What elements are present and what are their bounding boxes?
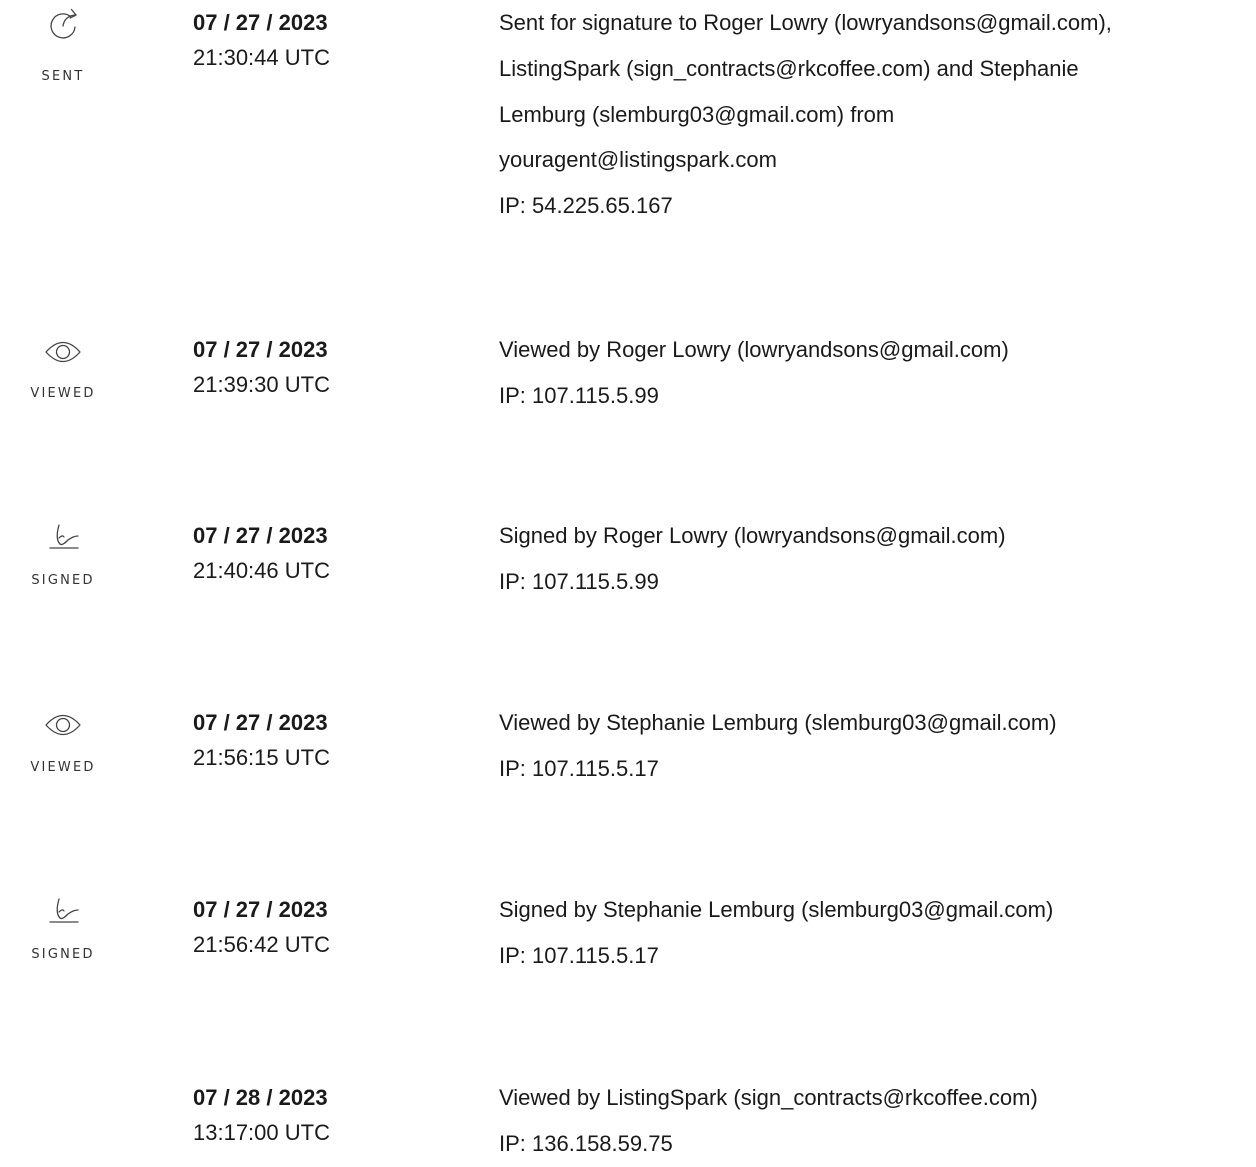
event-type-label: SIGNED <box>31 947 95 962</box>
event-details <box>499 1075 1251 1167</box>
event-icon-column <box>0 709 126 799</box>
details-line: youragent@listingspark.com <box>499 147 777 173</box>
event-type-label: SENT <box>41 69 85 84</box>
event-icon-column <box>0 336 126 426</box>
eye-icon <box>38 705 88 745</box>
event-date: 07 / 27 / 2023 <box>193 337 328 362</box>
event-details <box>499 327 1251 419</box>
event-time: 21:30:44 UTC <box>193 45 330 70</box>
event-type-label: VIEWED <box>30 760 96 775</box>
details-line: Lemburg (slemburg03@gmail.com) from <box>499 101 895 127</box>
details-line: ListingSpark (sign_contracts@rkcoffee.com) and Stephanie <box>499 55 1079 81</box>
event-time: 21:40:46 UTC <box>193 558 330 583</box>
event-date: 07 / 28 / 2023 <box>193 1085 328 1110</box>
details-line: Viewed by ListingSpark (sign_contracts@rkcoffee.com) <box>499 1085 1038 1110</box>
event-icon-column <box>0 9 126 99</box>
signature-icon <box>38 888 88 928</box>
event-date: 07 / 27 / 2023 <box>193 10 328 35</box>
details-line: Signed by Roger Lowry (lowryandsons@gmail.com) <box>499 523 1006 548</box>
event-date: 07 / 27 / 2023 <box>193 897 328 922</box>
details-line: IP: 54.225.65.167 <box>499 193 673 219</box>
details-line: IP: 107.115.5.99 <box>499 382 659 408</box>
event-type-label: VIEWED <box>30 386 96 401</box>
event-details <box>499 700 1251 792</box>
details-line: Signed by Stephanie Lemburg (slemburg03@gmail.com) <box>499 897 1054 922</box>
details-line: IP: 107.115.5.17 <box>499 942 659 968</box>
event-details <box>499 0 1251 229</box>
event-details <box>499 887 1251 979</box>
signature-icon <box>38 514 88 554</box>
event-time: 21:56:42 UTC <box>193 932 330 957</box>
event-date: 07 / 27 / 2023 <box>193 523 328 548</box>
event-time: 21:39:30 UTC <box>193 372 330 397</box>
event-time: 21:56:15 UTC <box>193 745 330 770</box>
details-line: Sent for signature to Roger Lowry (lowryandsons@gmail.com), <box>499 10 1112 35</box>
event-details <box>499 513 1251 605</box>
send-arrow-icon <box>38 7 88 47</box>
details-line: Viewed by Stephanie Lemburg (slemburg03@gmail.com) <box>499 710 1057 735</box>
event-icon-column <box>0 522 126 612</box>
details-line: IP: 107.115.5.17 <box>499 755 659 781</box>
details-line: IP: 136.158.59.75 <box>499 1130 673 1156</box>
event-type-label: SIGNED <box>31 573 95 588</box>
details-line: Viewed by Roger Lowry (lowryandsons@gmail.com) <box>499 337 1009 362</box>
event-date: 07 / 27 / 2023 <box>193 710 328 735</box>
details-line: IP: 107.115.5.99 <box>499 568 659 594</box>
eye-icon <box>38 332 88 372</box>
event-time: 13:17:00 UTC <box>193 1120 330 1145</box>
event-icon-column <box>0 896 126 986</box>
